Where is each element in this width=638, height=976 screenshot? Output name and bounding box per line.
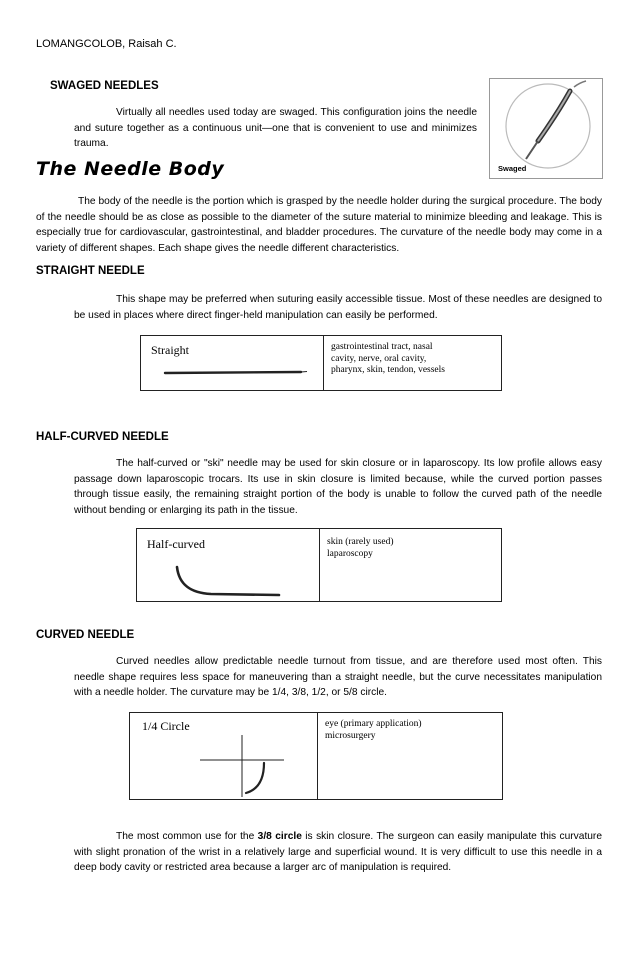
half-curved-figure-label: Half-curved [147,537,205,551]
swaged-heading: SWAGED NEEDLES [50,80,159,92]
half-curved-paragraph: The half-curved or "ski" needle may be used for skin closure or in laparoscopy. Its low profile allows easy passage down laparoscopic trocars. Its use in skin closure is limited because, while the curved portion passes through tissue easily, the remaining straight portion of the body is unable to follow the curved path of the needle without bending or enlarging its path in the tissue. [74,458,602,516]
straight-figure [140,335,502,391]
straight-figure-label: Straight [151,343,189,357]
half-curved-figure-uses: skin (rarely used) laparoscopy [327,537,394,559]
straight-paragraph: This shape may be preferred when suturing easily accessible tissue. Most of these needles are designed to be used in places where direct finger-held manipulation can easily be performed. [74,294,602,321]
half-curved-needle-illustration [167,563,297,599]
curved-paragraph: Curved needles allow predictable needle turnout from tissue, and are therefore used most often. This needle shape requires less space for maneuvering than a straight needle, but the curve necessitates manipulation with a needle holder. The curvature may be 1/4, 3/8, 1/2, or 5/8 circle. [74,656,602,699]
author-name: LOMANGCOLOB, Raisah C. [36,38,177,50]
swaged-needle-image [489,78,603,179]
straight-needle-illustration [161,366,311,378]
swaged-caption: Swaged [498,164,527,173]
straight-figure-uses: gastrointestinal tract, nasal cavity, nerve, oral cavity, pharynx, skin, tendon, vessels [331,342,445,375]
needle-body-paragraph: The body of the needle is the portion which is grasped by the needle holder during the surgical procedure. The body of the needle should be as close as possible to the diameter of the suture material to minimize bleeding and leakage. This is especially true for cardiovascular, gastrointestinal, and bladder procedures. The curvature of the needle body may come in a variety of different shapes. Each shape gives the needle different characteristics. [36,196,602,254]
three-eighths-circle-term: 3/8 circle [257,831,302,842]
straight-heading: STRAIGHT NEEDLE [36,265,145,277]
swaged-paragraph: Virtually all needles used today are swaged. This configuration joins the needle and suture together as a continuous unit—one that is convenient to use and minimizes trauma. [74,107,477,150]
quarter-circle-needle-illustration [190,733,300,799]
half-curved-heading: HALF-CURVED NEEDLE [36,431,169,443]
three-eighths-text-end: is skin closure. The surgeon can easily manipulate this curvature with slight pronation of the wrist in a relatively large and superficial wound. It is very difficult to use this needle in a deep body cavity or restricted area because a larger arc of manipulation is required. [74,831,602,874]
quarter-circle-figure-uses: eye (primary application) microsurgery [325,719,422,741]
quarter-circle-figure [129,712,503,800]
needle-body-title: The Needle Body [36,158,225,180]
three-eighths-circle-paragraph [74,829,602,876]
three-eighths-text-start: The most common use for the [116,831,258,842]
half-curved-figure [136,528,502,602]
curved-heading: CURVED NEEDLE [36,629,135,641]
quarter-circle-figure-label: 1/4 Circle [142,719,190,733]
